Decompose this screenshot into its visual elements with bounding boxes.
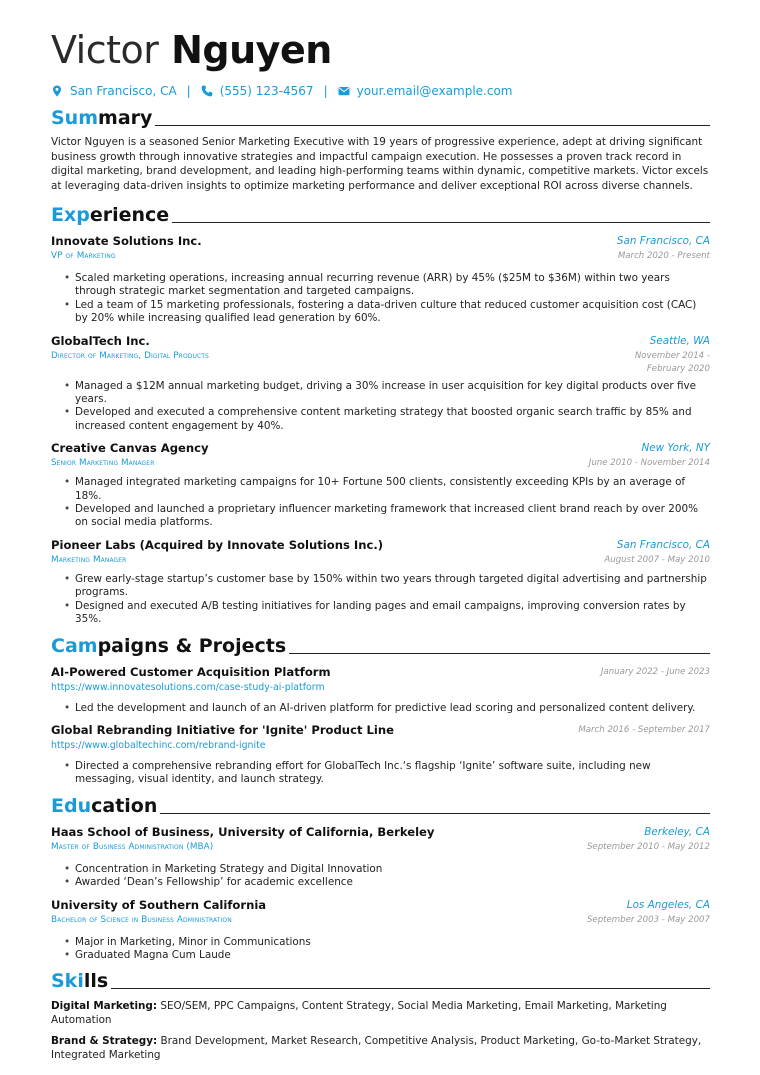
contact-bar [51, 84, 710, 98]
experience-entry [51, 234, 710, 326]
bullet-list [51, 476, 710, 530]
contact-separator: | [323, 84, 328, 98]
section-title: Education [51, 794, 158, 817]
project-entry [51, 665, 710, 715]
section-rule [160, 813, 710, 814]
skill-line [51, 1034, 710, 1062]
education-heading [51, 793, 710, 817]
job-title: Director of Marketing, Digital Products [51, 350, 209, 361]
bullet-item: • Concentration in Marketing Strategy and Digital Innovation [75, 863, 710, 876]
projects-heading [51, 633, 710, 657]
school-dates: September 2010 - May 2012 [586, 841, 710, 852]
bullet-list [51, 760, 710, 787]
school-location: Berkeley, CA [644, 825, 710, 838]
degree: Master of Business Administration (MBA) [51, 841, 214, 852]
phone-text: (555) 123-4567 [219, 84, 314, 98]
skill-line [51, 999, 710, 1027]
education-entry [51, 825, 710, 890]
bullet-item: • Directed a comprehensive rebranding effort for GlobalTech Inc.‘s flagship ‘Ignite’ software suite, including new messaging, visual identity, and launch strategy. [75, 760, 710, 787]
bullet-item: • Major in Marketing, Minor in Communications [75, 936, 710, 949]
bullet-item: • Graduated Magna Cum Laude [75, 949, 710, 962]
job-title: Marketing Manager [51, 554, 127, 565]
contact-email[interactable] [338, 84, 513, 98]
bullet-item: • Developed and launched a proprietary influencer marketing framework that increased client brand reach by over 200% on social media platforms. [75, 503, 710, 530]
section-title: Experience [51, 204, 170, 226]
experience-entry [51, 334, 710, 434]
school-location: Los Angeles, CA [626, 898, 710, 911]
bullet-item: • Led a team of 15 marketing professionals, fostering a data-driven culture that reduced customer acquisition cost (CAC) by 20% while increasing qualified lead generation by 60%. [75, 299, 710, 326]
summary-heading [51, 105, 710, 129]
bullet-item: • Grew early-stage startup’s customer base by 150% within two years through targeted digital advertising and partnership programs. [75, 573, 710, 600]
location-text: San Francisco, CA [70, 84, 177, 98]
contact-phone[interactable] [201, 84, 314, 98]
last-name: Nguyen [171, 28, 332, 72]
skill-category: Brand & Strategy: [51, 1035, 158, 1048]
company-name: Pioneer Labs (Acquired by Innovate Solutions Inc.) [51, 537, 384, 552]
skill-values: Brand Development, Market Research, Competitive Analysis, Product Marketing, Go-to-Market Strategy, Integrated Marketing [51, 1035, 702, 1062]
first-name: Victor [51, 28, 159, 72]
map-marker-icon [51, 85, 63, 97]
bullet-list [51, 573, 710, 627]
section-title: Summary [51, 107, 153, 129]
section-rule [155, 125, 710, 126]
bullet-list [51, 702, 710, 715]
section-rule [111, 988, 710, 989]
job-dates: June 2010 - November 2014 [588, 458, 710, 469]
section-rule [172, 222, 710, 223]
company-name: Creative Canvas Agency [51, 441, 209, 456]
skill-values: SEO/SEM, PPC Campaigns, Content Strategy, Social Media Marketing, Email Marketing, Marketing Automation [51, 1000, 667, 1027]
project-name: AI-Powered Customer Acquisition Platform [51, 664, 331, 679]
bullet-list [51, 936, 710, 963]
candidate-name [51, 24, 710, 76]
contact-location [51, 84, 177, 98]
email-link: your.email@example.com [356, 84, 513, 98]
company-name: GlobalTech Inc. [51, 333, 150, 348]
skills-heading [51, 968, 710, 992]
job-location: San Francisco, CA [616, 538, 710, 551]
project-link[interactable]: https://www.innovatesolutions.com/case-study-ai-platform [51, 681, 325, 693]
envelope-icon [338, 85, 350, 97]
experience-entry [51, 441, 710, 530]
bullet-item: • Managed integrated marketing campaigns for 10+ Fortune 500 clients, consistently exceeding KPIs by an average of 18%. [75, 476, 710, 503]
company-name: Innovate Solutions Inc. [51, 234, 202, 248]
job-dates: November 2014 - February 2020 [634, 350, 710, 374]
job-dates: March 2020 - Present [617, 251, 710, 261]
section-rule [289, 653, 710, 654]
job-location: Seattle, WA [649, 334, 710, 347]
phone-icon [201, 85, 213, 97]
school-dates: September 2003 - May 2007 [586, 914, 710, 925]
bullet-list [51, 380, 710, 434]
section-title: Campaigns & Projects [51, 634, 287, 657]
project-dates: March 2016 - September 2017 [578, 724, 710, 735]
degree: Bachelor of Science in Business Administration [51, 914, 232, 925]
bullet-item: • Led the development and launch of an AI-driven platform for predictive lead scoring and personalized content delivery. [75, 702, 710, 715]
education-entry [51, 898, 710, 963]
job-location: San Francisco, CA [616, 235, 710, 247]
project-name: Global Rebranding Initiative for 'Ignite' Product Line [51, 722, 394, 737]
summary-text: Victor Nguyen is a seasoned Senior Marketing Executive with 19 years of progressive experience, adept at driving significant business growth through innovative strategies and impactful campaign execution. He possesses a proven track record in digital marketing, brand development, and leading high-performing teams within dynamic, competitive markets. Victor excels at leveraging data-driven insights to optimize marketing performance and deliver exceptional ROI across diverse channels. [51, 136, 709, 192]
job-location: New York, NY [641, 442, 710, 455]
project-entry [51, 723, 710, 787]
bullet-list [51, 863, 710, 890]
job-dates: August 2007 - May 2010 [604, 554, 710, 565]
experience-entry [51, 538, 710, 627]
project-link[interactable]: https://www.globaltechinc.com/rebrand-ignite [51, 739, 266, 751]
bullet-list [51, 272, 710, 326]
bullet-item: • Designed and executed A/B testing initiatives for landing pages and email campaigns, improving conversion rates by 35%. [75, 600, 710, 627]
experience-heading [51, 202, 710, 226]
school-name: University of Southern California [51, 897, 267, 912]
project-dates: January 2022 - June 2023 [600, 666, 710, 677]
bullet-item: • Scaled marketing operations, increasing annual recurring revenue (ARR) by 45% ($25M to $36M) within two years through strategic market segmentation and targeted campaigns. [75, 272, 710, 299]
school-name: Haas School of Business, University of California, Berkeley [51, 824, 435, 839]
job-title: Senior Marketing Manager [51, 458, 155, 469]
bullet-item: • Developed and executed a comprehensive content marketing strategy that boosted organic search traffic by 85% and increased content engagement by 40%. [75, 406, 710, 433]
bullet-item: • Managed a $12M annual marketing budget, driving a 30% increase in user acquisition for key digital products over five years. [75, 380, 710, 407]
bullet-item: • Awarded ‘Dean’s Fellowship’ for academic excellence [75, 876, 710, 889]
contact-separator: | [186, 84, 191, 98]
section-title: Skills [51, 970, 109, 993]
skill-category: Digital Marketing: [51, 1000, 158, 1013]
job-title: VP of Marketing [51, 251, 116, 261]
